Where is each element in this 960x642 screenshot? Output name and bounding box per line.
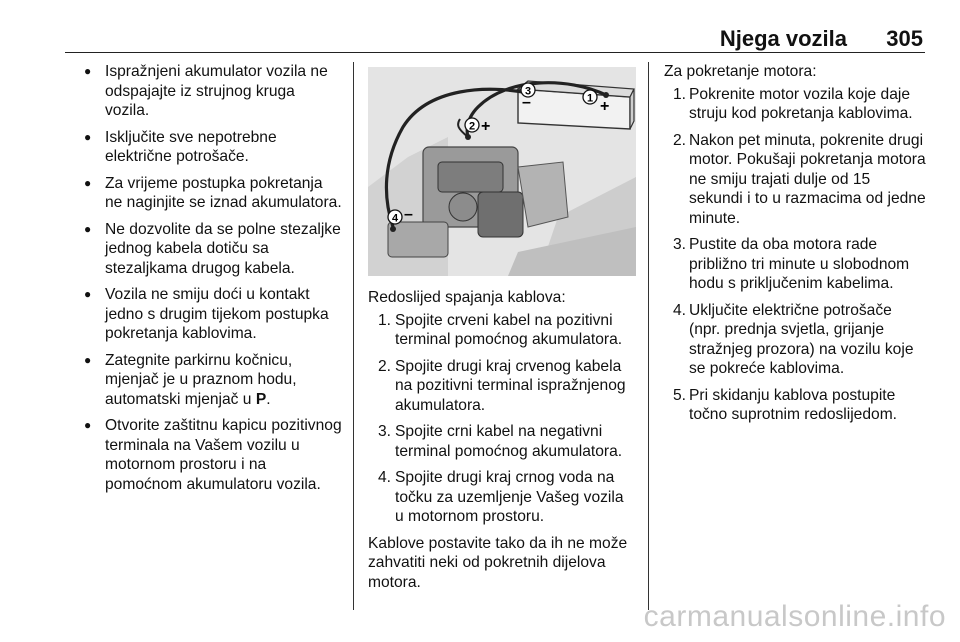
svg-text:+: +: [600, 98, 610, 115]
list-item: 2. Nakon pet minuta, pokrenite drugi motor. Pokušaji pokretanja motora ne smiju trajati dulje od 15 sekundi i to u razmacima od jedne minute.: [673, 131, 926, 227]
connection-steps: [368, 311, 636, 527]
list-item: 2. Spojite drugi kraj crvenog kabela na pozitivni terminal ispražnjenog akumulatora.: [378, 357, 626, 414]
precaution-list: [80, 62, 342, 494]
jump-start-illustration: [368, 67, 636, 276]
list-item: [80, 351, 342, 410]
list-item: 1. Pokrenite motor vozila koje daje struju kod pokretanja kablovima.: [673, 85, 913, 122]
column-divider: [353, 62, 354, 610]
section-title: Njega vozila: [719, 26, 847, 51]
list-item: 5. Pri skidanju kablova postupite točno suprotnim redoslijedom.: [673, 386, 898, 423]
start-steps: [664, 85, 926, 425]
list-item: ● Vozila ne smiju doći u kontakt jedno s drugim tijekom postupka pokretanja kablovima.: [80, 285, 342, 344]
list-item: 4. Spojite drugi kraj crnog voda na točku za uzemljenje Vašeg vozila u motornom prostoru.: [378, 469, 624, 525]
list-item-end: .: [266, 390, 271, 408]
svg-text:2: 2: [468, 120, 476, 133]
list-item: 3. Spojite crni kabel na negativni terminal pomoćnog akumulatora.: [378, 423, 623, 460]
list-item: ● Ispražnjeni akumulator vozila ne odspajajte iz strujnog kruga vozila.: [80, 62, 342, 121]
right-column: [664, 62, 926, 432]
list-item-text: Zategnite parkirnu kočnicu, mjenjač je u praznom hodu, automatski mjenjač u: [105, 351, 297, 408]
svg-text:1: 1: [586, 92, 594, 105]
list-item: ● Isključite sve nepotrebne električne potrošače.: [80, 128, 342, 167]
column-divider: [648, 62, 649, 610]
svg-text:4: 4: [391, 212, 399, 225]
cable-routing-note: Kablove postavite tako da ih ne može zahvatiti neki od pokretnih dijelova motora.: [368, 534, 628, 591]
connection-instructions: [368, 288, 636, 592]
list-item: ● Za vrijeme postupka pokretanja ne naginjite se iznad akumulatora.: [80, 174, 342, 213]
connection-intro: Redoslijed spajanja kablova:: [368, 289, 566, 306]
watermark-text: carmanualsonline.info: [643, 600, 946, 633]
left-column: [80, 62, 342, 501]
page-number: 305: [886, 26, 923, 51]
gear-position-label: P: [255, 390, 267, 408]
list-item: 1. Spojite crveni kabel na pozitivni terminal pomoćnog akumulatora.: [378, 311, 623, 348]
engine-bay-drawing: [368, 67, 636, 276]
svg-text:+: +: [481, 118, 491, 135]
list-item: ● Otvorite zaštitnu kapicu pozitivnog terminala na Vašem vozilu u motornom prostoru i na pomoćnom akumulatoru vozila.: [80, 416, 342, 494]
list-item: ● Ne dozvolite da se polne stezaljke jednog kabela dotiču sa stezaljkama drugog kabela.: [80, 220, 342, 279]
svg-text:3: 3: [524, 85, 532, 98]
svg-text:–: –: [522, 94, 531, 111]
page-header: [65, 26, 925, 53]
list-item: 4. Uključite električne potrošače (npr. prednja svjetla, grijanje stražnjeg prozora) na vozilu koje se pokreće kablovima.: [673, 301, 914, 377]
start-intro: Za pokretanje motora:: [664, 63, 817, 80]
svg-text:–: –: [404, 206, 413, 223]
list-item: 3. Pustite da oba motora rade približno tri minute u slobodnom hodu s priključenim kabelima.: [673, 236, 910, 292]
